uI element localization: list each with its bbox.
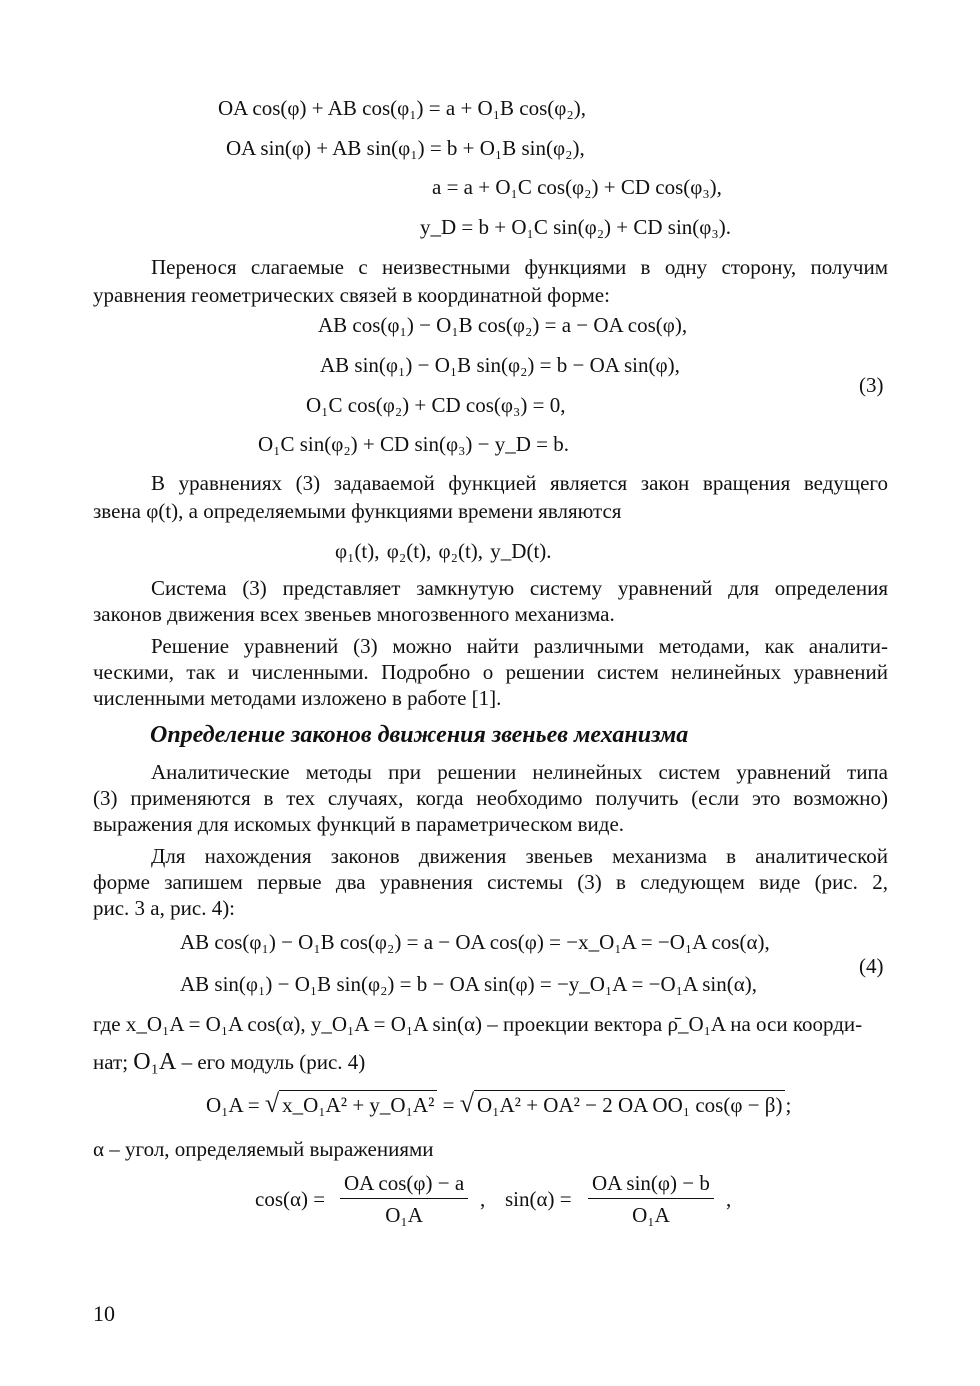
- radical-icon: √: [264, 1089, 280, 1118]
- paragraph-line: (3) применяются в тех случаях, когда необходимо получить (если это возможно): [93, 786, 888, 810]
- inline-math: O₁A² + OA² − 2 OA OO₁ cos(φ − β): [474, 1090, 785, 1117]
- fraction: [340, 1171, 468, 1228]
- paragraph-line: форме запишем первые два уравнения системы (3) в следующем виде (рис. 2,: [93, 870, 888, 894]
- paragraph-line: Перенося слагаемые с неизвестными функциями в одну сторону, получим: [151, 255, 888, 279]
- paragraph-line: [93, 1049, 365, 1076]
- equation-line: OA cos(φ) + AB cos(φ₁) = a + O₁B cos(φ₂),: [218, 96, 586, 120]
- paragraph-line: Система (3) представляет замкнутую систему уравнений для определения: [151, 576, 888, 600]
- text-fragment: нат;: [93, 1050, 129, 1074]
- text-fragment: где: [93, 1012, 121, 1036]
- text-fragment: – проекции вектора: [487, 1012, 663, 1036]
- fraction-numerator: OA sin(φ) − b: [592, 1171, 710, 1195]
- equation-line: OA sin(φ) + AB sin(φ₁) = b + O₁B sin(φ₂),: [226, 136, 585, 160]
- inline-math: O₁A: [133, 1049, 177, 1075]
- inline-math: ,: [480, 1187, 486, 1211]
- text-fragment: звена: [93, 499, 141, 523]
- paragraph-line: [93, 1137, 434, 1162]
- inline-math: φ(t): [146, 499, 179, 523]
- paragraph-line: уравнения геометрических связей в координатной форме:: [93, 283, 610, 307]
- equation-line: AB cos(φ₁) − O₁B cos(φ₂) = a − OA cos(φ) = −x_O₁A = −O₁A cos(α),: [180, 930, 770, 954]
- paragraph-line: ческими, так и численными. Подробно о решении систем нелинейных уравнений: [93, 660, 888, 684]
- paragraph-line: Для нахождения законов движения звеньев механизма в аналитической: [151, 844, 888, 868]
- paragraph-line: [93, 499, 621, 524]
- text-fragment: , а определяемыми функциями времени являются: [178, 499, 622, 523]
- inline-math: x_O₁A² + y_O₁A²: [279, 1090, 437, 1117]
- equation-number: (3): [859, 373, 884, 397]
- text-fragment: – угол, определяемый выражениями: [109, 1137, 434, 1161]
- text-fragment: – его модуль (рис. 4): [181, 1050, 366, 1074]
- equation-line: AB sin(φ₁) − O₁B sin(φ₂) = b − OA sin(φ),: [320, 353, 680, 377]
- paragraph-line: [93, 1012, 862, 1037]
- inline-math: =: [442, 1093, 455, 1117]
- inline-math: α: [93, 1137, 105, 1161]
- page-number: 10: [93, 1301, 115, 1326]
- inline-math: O₁A =: [206, 1093, 260, 1117]
- fraction: [588, 1171, 714, 1228]
- paragraph-line: Решение уравнений (3) можно найти различными методами, как аналити-: [151, 634, 888, 658]
- fraction-numerator: OA cos(φ) − a: [344, 1171, 465, 1195]
- inline-math: ρ̄_O₁A: [667, 1012, 725, 1036]
- paragraph-line: рис. 3 а, рис. 4):: [93, 896, 236, 920]
- paragraph-line: В уравнениях (3) задаваемой функцией является закон вращения ведущего: [151, 471, 888, 495]
- inline-math: ,: [726, 1187, 732, 1211]
- equation-number: (4): [859, 954, 884, 978]
- paragraph-line: выражения для искомых функций в параметрическом виде.: [93, 812, 625, 836]
- fraction-denominator: O₁A: [588, 1198, 714, 1228]
- equation-line: y_D = b + O₁C sin(φ₂) + CD sin(φ₃).: [420, 215, 731, 239]
- equation-line: AB sin(φ₁) − O₁B sin(φ₂) = b − OA sin(φ) = −y_O₁A = −O₁A sin(α),: [180, 972, 757, 996]
- paragraph-line: законов движения всех звеньев многозвенного механизма.: [93, 602, 615, 626]
- inline-math: x_O₁A = O₁A cos(α), y_O₁A = O₁A sin(α): [125, 1012, 482, 1036]
- equation-line: φ₁(t), φ₂(t), φ₂(t), y_D(t).: [335, 539, 552, 563]
- paragraph-line: Аналитические методы при решении нелинейных систем уравнений типа: [151, 760, 888, 784]
- fraction-denominator: O₁A: [340, 1198, 468, 1228]
- text-fragment: на оси коорди-: [730, 1012, 863, 1036]
- equation-line: a = a + O₁C cos(φ₂) + CD cos(φ₃),: [432, 175, 722, 199]
- radical-icon: √: [459, 1089, 474, 1118]
- inline-math: cos(α) =: [255, 1187, 326, 1211]
- equation-line: O₁C cos(φ₂) + CD cos(φ₃) = 0,: [306, 393, 566, 417]
- inline-math: ;: [785, 1093, 792, 1117]
- equation-line: O₁C sin(φ₂) + CD sin(φ₃) − y_D = b.: [258, 432, 569, 456]
- section-heading: Определение законов движения звеньев механизма: [150, 722, 689, 748]
- paragraph-line: численными методами изложено в работе [1].: [93, 686, 502, 710]
- sqrt-formula: [206, 1089, 791, 1119]
- equation-line: AB cos(φ₁) − O₁B cos(φ₂) = a − OA cos(φ),: [318, 313, 688, 337]
- inline-math: sin(α) =: [505, 1187, 572, 1211]
